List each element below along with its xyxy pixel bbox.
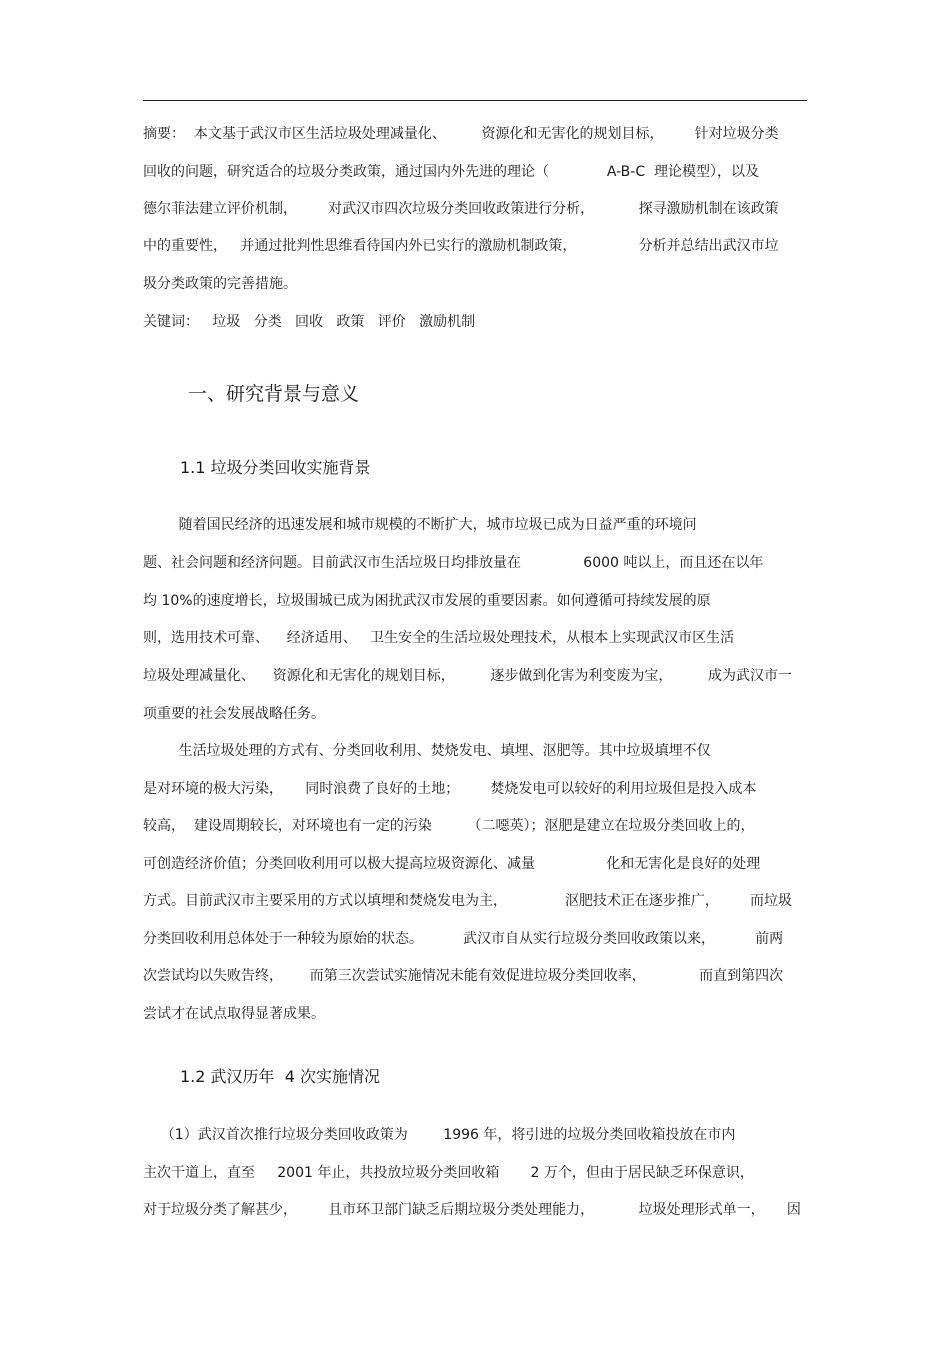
body-line: 方式。目前武汉市主要采用的方式以填埋和焚烧发电为主， 沤肥技术正在逐步推广， 而垃圾 [143,893,793,909]
header-rule [143,100,807,101]
body-line: （1）武汉首次推行垃圾分类回收政策为 1996 年，将引进的垃圾分类回收箱投放在市内 [143,1127,736,1143]
body-line: 题、社会问题和经济问题。目前武汉市生活垃圾日均排放量在 6000 吨以上，而且还在以年 [143,555,764,571]
body-line: 垃圾处理减量化、 资源化和无害化的规划目标， 逐步做到化害为利变废为宝， 成为武汉市一 [143,668,793,684]
body-line: 则，选用技术可靠、 经济适用、 卫生安全的生活垃圾处理技术，从根本上实现武汉市区生活 [143,630,735,646]
body-line: 可创造经济价值；分类回收利用可以极大提高垃圾资源化、减量 化和无害化是良好的处理 [143,856,761,872]
abstract-line: 回收的问题，研究适合的垃圾分类政策，通过国内外先进的理论（ A-B-C 理论模型），以及 [143,164,760,180]
subsection-heading: 1.2 武汉历年 4 次实施情况 [180,1067,380,1086]
abstract-line: 中的重要性， 并通过批判性思维看待国内外已实行的激励机制政策， 分析并总结出武汉市垃 [143,238,779,254]
abstract-line: 摘要： 本文基于武汉市区生活垃圾处理减量化、 资源化和无害化的规划目标， 针对垃圾分类 [143,126,779,142]
body-line: 对于垃圾分类了解甚少， 且市环卫部门缺乏后期垃圾分类处理能力， 垃圾处理形式单一， 因 [143,1202,801,1218]
body-line: 生活垃圾处理的方式有、分类回收利用、焚烧发电、填埋、沤肥等。其中垃圾填埋不仅 [143,743,711,759]
abstract-line: 德尔菲法建立评价机制， 对武汉市四次垃圾分类回收政策进行分析， 探寻激励机制在该政策 [143,201,779,217]
subsection-heading: 1.1 垃圾分类回收实施背景 [180,458,371,477]
body-line: 是对环境的极大污染， 同时浪费了良好的土地； 焚烧发电可以较好的利用垃圾但是投入成本 [143,781,757,797]
body-line: 随着国民经济的迅速发展和城市规模的不断扩大，城市垃圾已成为日益严重的环境问 [143,517,697,533]
body-line: 项重要的社会发展战略任务。 [143,706,325,722]
body-line: 尝试才在试点取得显著成果。 [143,1006,325,1022]
body-line: 分类回收利用总体处于一种较为原始的状态。 武汉市自从实行垃圾分类回收政策以来， 前两 [143,931,784,947]
abstract-line: 圾分类政策的完善措施。 [143,276,297,292]
section-heading: 一、研究背景与意义 [188,383,360,405]
keywords: 关键词： 垃圾 分类 回收 政策 评价 激励机制 [143,314,476,330]
body-line: 次尝试均以失败告终， 而第三次尝试实施情况未能有效促进垃圾分类回收率， 而直到第四次 [143,968,784,984]
body-line: 较高， 建设周期较长，对环境也有一定的污染 （二噁英）；沤肥是建立在垃圾分类回收上的， [143,818,755,834]
body-line: 均 10%的速度增长，垃圾围城已成为困扰武汉市发展的重要因素。如何遵循可持续发展的原 [143,593,711,609]
body-line: 主次干道上，直至 2001 年止，共投放垃圾分类回收箱 2 万个，但由于居民缺乏环保意识， [143,1165,754,1181]
